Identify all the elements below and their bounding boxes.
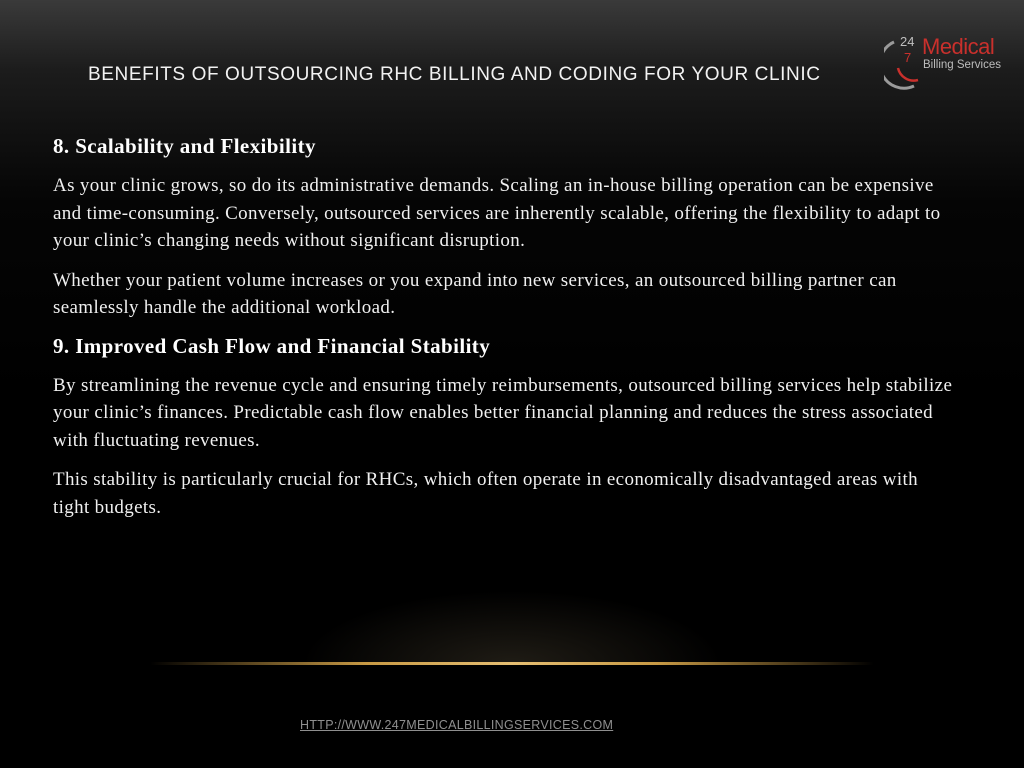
paragraph-cash-flow-1: By streamlining the revenue cycle and ensuring timely reimbursements, outsourced billing services help stabilize your clinic’s finances. Predictable cash flow enables better financial planning and reduces the stress associated with fluctuating revenues. [53,374,953,451]
logo-subtitle: Billing Services [923,59,1001,71]
footer-website-link[interactable]: HTTP://WWW.247MEDICALBILLINGSERVICES.COM [300,718,614,732]
paragraph-scalability-2: Whether your patient volume increases or you expand into new services, an outsourced billing partner can seamlessly handle the additional workload. [53,269,897,318]
logo-number-24: 24 [900,34,915,49]
company-logo [884,28,1014,92]
logo-number-7: 7 [904,50,912,65]
logo-brand-text: Medical [922,34,995,59]
paragraph-cash-flow-2: This stability is particularly crucial for RHCs, which often operate in economically disadvantaged areas with tight budgets. [53,469,918,518]
slide-title: BENEFITS OF OUTSOURCING RHC BILLING AND CODING FOR YOUR CLINIC [88,64,821,85]
section-heading-scalability: 8. Scalability and Flexibility [53,134,316,158]
slide-content [53,134,953,533]
divider-glow [300,590,724,665]
gold-divider-line [150,662,874,665]
paragraph-scalability-1: As your clinic grows, so do its administrative demands. Scaling an in-house billing operation can be expensive and time-consuming. Conversely, outsourced services are inherently scalable, offering the flexibility to adapt to your clinic’s changing needs without significant disruption. [53,175,941,251]
section-heading-cash-flow: 9. Improved Cash Flow and Financial Stability [53,333,491,358]
